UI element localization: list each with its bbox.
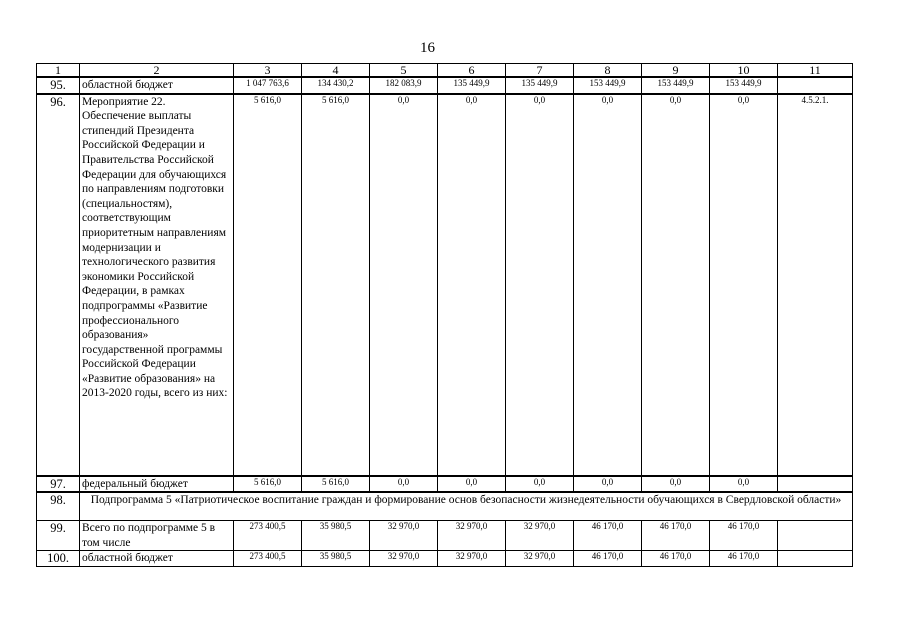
subprogram-title: Подпрограмма 5 «Патриотическое воспитание граждан и формирование основ безопасности жизнедеятельности обучающихся в Свердловской области» (80, 492, 853, 521)
column-header: 9 (642, 64, 710, 78)
value-cell: 46 170,0 (710, 521, 778, 551)
value-cell: 0,0 (574, 94, 642, 476)
value-cell: 0,0 (370, 94, 438, 476)
value-cell: 153 449,9 (574, 77, 642, 94)
code-cell: 4.5.2.1. (778, 94, 853, 476)
column-header: 5 (370, 64, 438, 78)
value-cell: 0,0 (574, 476, 642, 493)
row-number: 96. (37, 94, 80, 476)
value-cell: 0,0 (438, 94, 506, 476)
value-cell: 0,0 (642, 476, 710, 493)
value-cell: 182 083,9 (370, 77, 438, 94)
value-cell: 0,0 (710, 476, 778, 493)
row-number: 95. (37, 77, 80, 94)
value-cell: 32 970,0 (438, 551, 506, 567)
value-cell: 135 449,9 (438, 77, 506, 94)
value-cell: 5 616,0 (234, 476, 302, 493)
row-number: 99. (37, 521, 80, 551)
row-name: областной бюджет (80, 77, 234, 94)
column-header: 6 (438, 64, 506, 78)
budget-table (36, 63, 853, 567)
column-number-row (37, 64, 853, 78)
value-cell: 46 170,0 (574, 551, 642, 567)
value-cell: 46 170,0 (710, 551, 778, 567)
value-cell: 5 616,0 (302, 476, 370, 493)
value-cell: 32 970,0 (438, 521, 506, 551)
row-number: 100. (37, 551, 80, 567)
value-cell: 153 449,9 (710, 77, 778, 94)
value-cell: 153 449,9 (642, 77, 710, 94)
column-header: 8 (574, 64, 642, 78)
column-header: 3 (234, 64, 302, 78)
row-name: федеральный бюджет (80, 476, 234, 493)
column-header: 1 (37, 64, 80, 78)
table-row (37, 94, 853, 476)
row-name: областной бюджет (80, 551, 234, 567)
table-row (37, 551, 853, 567)
value-cell: 273 400,5 (234, 521, 302, 551)
code-cell (778, 551, 853, 567)
table-row (37, 521, 853, 551)
code-cell (778, 521, 853, 551)
value-cell: 5 616,0 (302, 94, 370, 476)
column-header: 10 (710, 64, 778, 78)
column-header: 2 (80, 64, 234, 78)
row-name: Всего по подпрограмме 5 в том числе (80, 521, 234, 551)
column-header: 11 (778, 64, 853, 78)
value-cell: 5 616,0 (234, 94, 302, 476)
row-number: 97. (37, 476, 80, 493)
page-number: 16 (420, 40, 435, 56)
value-cell: 0,0 (506, 476, 574, 493)
column-header: 4 (302, 64, 370, 78)
value-cell: 46 170,0 (642, 521, 710, 551)
value-cell: 35 980,5 (302, 551, 370, 567)
value-cell: 1 047 763,6 (234, 77, 302, 94)
value-cell: 135 449,9 (506, 77, 574, 94)
value-cell: 134 430,2 (302, 77, 370, 94)
value-cell: 0,0 (710, 94, 778, 476)
subprogram-row (37, 492, 853, 521)
value-cell: 46 170,0 (574, 521, 642, 551)
value-cell: 35 980,5 (302, 521, 370, 551)
value-cell: 46 170,0 (642, 551, 710, 567)
value-cell: 273 400,5 (234, 551, 302, 567)
value-cell: 0,0 (506, 94, 574, 476)
table-row (37, 77, 853, 94)
column-header: 7 (506, 64, 574, 78)
value-cell: 32 970,0 (506, 521, 574, 551)
value-cell: 0,0 (438, 476, 506, 493)
value-cell: 0,0 (370, 476, 438, 493)
row-number: 98. (37, 492, 80, 521)
code-cell (778, 77, 853, 94)
value-cell: 0,0 (642, 94, 710, 476)
value-cell: 32 970,0 (506, 551, 574, 567)
value-cell: 32 970,0 (370, 551, 438, 567)
table-row (37, 476, 853, 493)
code-cell (778, 476, 853, 493)
value-cell: 32 970,0 (370, 521, 438, 551)
row-name: Мероприятие 22. Обеспечение выплаты стипендий Президента Российской Федерации и Правительства Российской Федерации для обучающихся по направлениям подготовки (специальностям), соответствующим приоритетным направлениям модернизации и технологического развития экономики Российской Федерации, в рамках подпрограммы «Развитие профессионального образования» государственной программы Российской Федерации «Развитие образования» на 2013-2020 годы, всего из них: (80, 94, 234, 476)
